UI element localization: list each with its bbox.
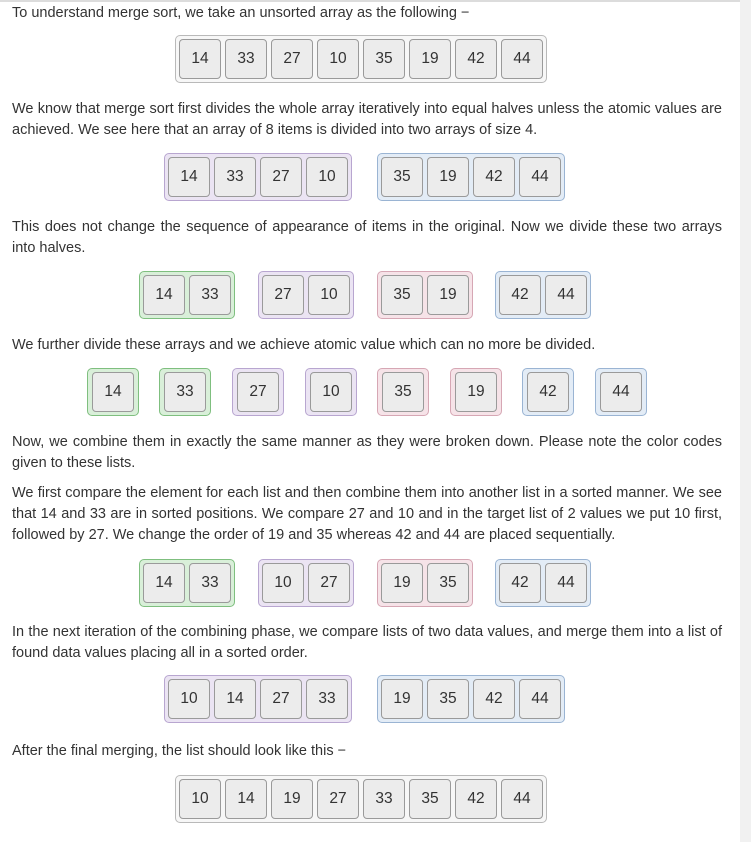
array-cell: 33 bbox=[189, 563, 231, 603]
array-cell: 14 bbox=[214, 679, 256, 719]
atomic-paragraph: We further divide these arrays and we achieve atomic value which can no more be divided. bbox=[12, 337, 596, 353]
array-cell: 35 bbox=[381, 275, 423, 315]
scrollbar[interactable] bbox=[740, 0, 751, 842]
array-cell: 10 bbox=[310, 372, 352, 412]
array-cell: 14 bbox=[92, 372, 134, 412]
atomic-array-3 bbox=[232, 368, 284, 416]
merged-quad-1 bbox=[164, 675, 352, 723]
divide-paragraph: We know that merge sort first divides the whole array iteratively into equal halves unless the atomic values are achieved. We see here that an array of 8 items is divided into two arrays of size 4. bbox=[12, 101, 722, 138]
array-cell: 14 bbox=[179, 39, 221, 79]
array-cell: 10 bbox=[308, 275, 350, 315]
array-cell: 33 bbox=[306, 679, 348, 719]
array-cell: 44 bbox=[545, 563, 587, 603]
array-cell: 35 bbox=[427, 679, 469, 719]
atomic-array-6 bbox=[450, 368, 502, 416]
array-cell: 35 bbox=[382, 372, 424, 412]
array-cell: 33 bbox=[363, 779, 405, 819]
array-cell: 27 bbox=[260, 157, 302, 197]
array-cell: 42 bbox=[473, 157, 515, 197]
compare-paragraph: We first compare the element for each list and then combine them into another list in a sorted manner. We see that 14 and 33 are in sorted positions. We compare 27 and 10 and in the target list of 2 values we put 10 first, followed by 27. We change the order of 19 and 35 whereas 42 and 44 are placed sequentially. bbox=[12, 485, 722, 543]
array-cell: 14 bbox=[168, 157, 210, 197]
array-cell: 10 bbox=[168, 679, 210, 719]
array-cell: 27 bbox=[271, 39, 313, 79]
array-cell: 19 bbox=[427, 275, 469, 315]
unsorted-array bbox=[175, 35, 547, 83]
halves-paragraph: This does not change the sequence of appearance of items in the original. Now we divide these two arrays into halves. bbox=[12, 219, 722, 256]
array-cell: 33 bbox=[164, 372, 206, 412]
combine-paragraph: Now, we combine them in exactly the same manner as they were broken down. Please note the color codes given to these lists. bbox=[12, 434, 722, 471]
array-cell: 42 bbox=[499, 563, 541, 603]
array-cell: 19 bbox=[427, 157, 469, 197]
array-cell: 42 bbox=[473, 679, 515, 719]
atomic-array-1 bbox=[87, 368, 139, 416]
atomic-array-5 bbox=[377, 368, 429, 416]
quarter-array-3 bbox=[377, 271, 473, 319]
array-cell: 19 bbox=[455, 372, 497, 412]
array-cell: 44 bbox=[545, 275, 587, 315]
atomic-array-8 bbox=[595, 368, 647, 416]
array-cell: 44 bbox=[600, 372, 642, 412]
merged-pair-3 bbox=[377, 559, 473, 607]
array-cell: 44 bbox=[519, 157, 561, 197]
array-cell: 33 bbox=[225, 39, 267, 79]
iteration-paragraph: In the next iteration of the combining phase, we compare lists of two data values, and merge them into a list of found data values placing all in a sorted order. bbox=[12, 624, 722, 661]
array-cell: 35 bbox=[427, 563, 469, 603]
array-cell: 35 bbox=[363, 39, 405, 79]
array-cell: 14 bbox=[225, 779, 267, 819]
array-cell: 27 bbox=[308, 563, 350, 603]
array-cell: 35 bbox=[409, 779, 451, 819]
left-half-array bbox=[164, 153, 352, 201]
merged-quad-2 bbox=[377, 675, 565, 723]
array-cell: 42 bbox=[527, 372, 569, 412]
array-cell: 27 bbox=[260, 679, 302, 719]
array-cell: 42 bbox=[455, 779, 497, 819]
array-cell: 10 bbox=[179, 779, 221, 819]
array-cell: 27 bbox=[237, 372, 279, 412]
final-paragraph: After the final merging, the list should look like this − bbox=[12, 743, 347, 759]
array-cell: 10 bbox=[306, 157, 348, 197]
array-cell: 27 bbox=[317, 779, 359, 819]
right-half-array bbox=[377, 153, 565, 201]
quarter-array-2 bbox=[258, 271, 354, 319]
atomic-array-4 bbox=[305, 368, 357, 416]
array-cell: 27 bbox=[262, 275, 304, 315]
quarter-array-4 bbox=[495, 271, 591, 319]
array-cell: 42 bbox=[499, 275, 541, 315]
quarter-array-1 bbox=[139, 271, 235, 319]
array-cell: 35 bbox=[381, 157, 423, 197]
array-cell: 19 bbox=[381, 679, 423, 719]
array-cell: 19 bbox=[381, 563, 423, 603]
array-cell: 44 bbox=[501, 779, 543, 819]
array-cell: 14 bbox=[143, 275, 185, 315]
merged-pair-1 bbox=[139, 559, 235, 607]
array-cell: 44 bbox=[501, 39, 543, 79]
array-cell: 10 bbox=[262, 563, 304, 603]
atomic-array-7 bbox=[522, 368, 574, 416]
array-cell: 42 bbox=[455, 39, 497, 79]
top-divider bbox=[0, 0, 740, 2]
array-cell: 33 bbox=[214, 157, 256, 197]
atomic-array-2 bbox=[159, 368, 211, 416]
merged-pair-2 bbox=[258, 559, 354, 607]
array-cell: 44 bbox=[519, 679, 561, 719]
array-cell: 19 bbox=[409, 39, 451, 79]
array-cell: 19 bbox=[271, 779, 313, 819]
intro-paragraph: To understand merge sort, we take an unsorted array as the following − bbox=[12, 5, 470, 21]
sorted-array bbox=[175, 775, 547, 823]
merged-pair-4 bbox=[495, 559, 591, 607]
array-cell: 33 bbox=[189, 275, 231, 315]
array-cell: 10 bbox=[317, 39, 359, 79]
array-cell: 14 bbox=[143, 563, 185, 603]
